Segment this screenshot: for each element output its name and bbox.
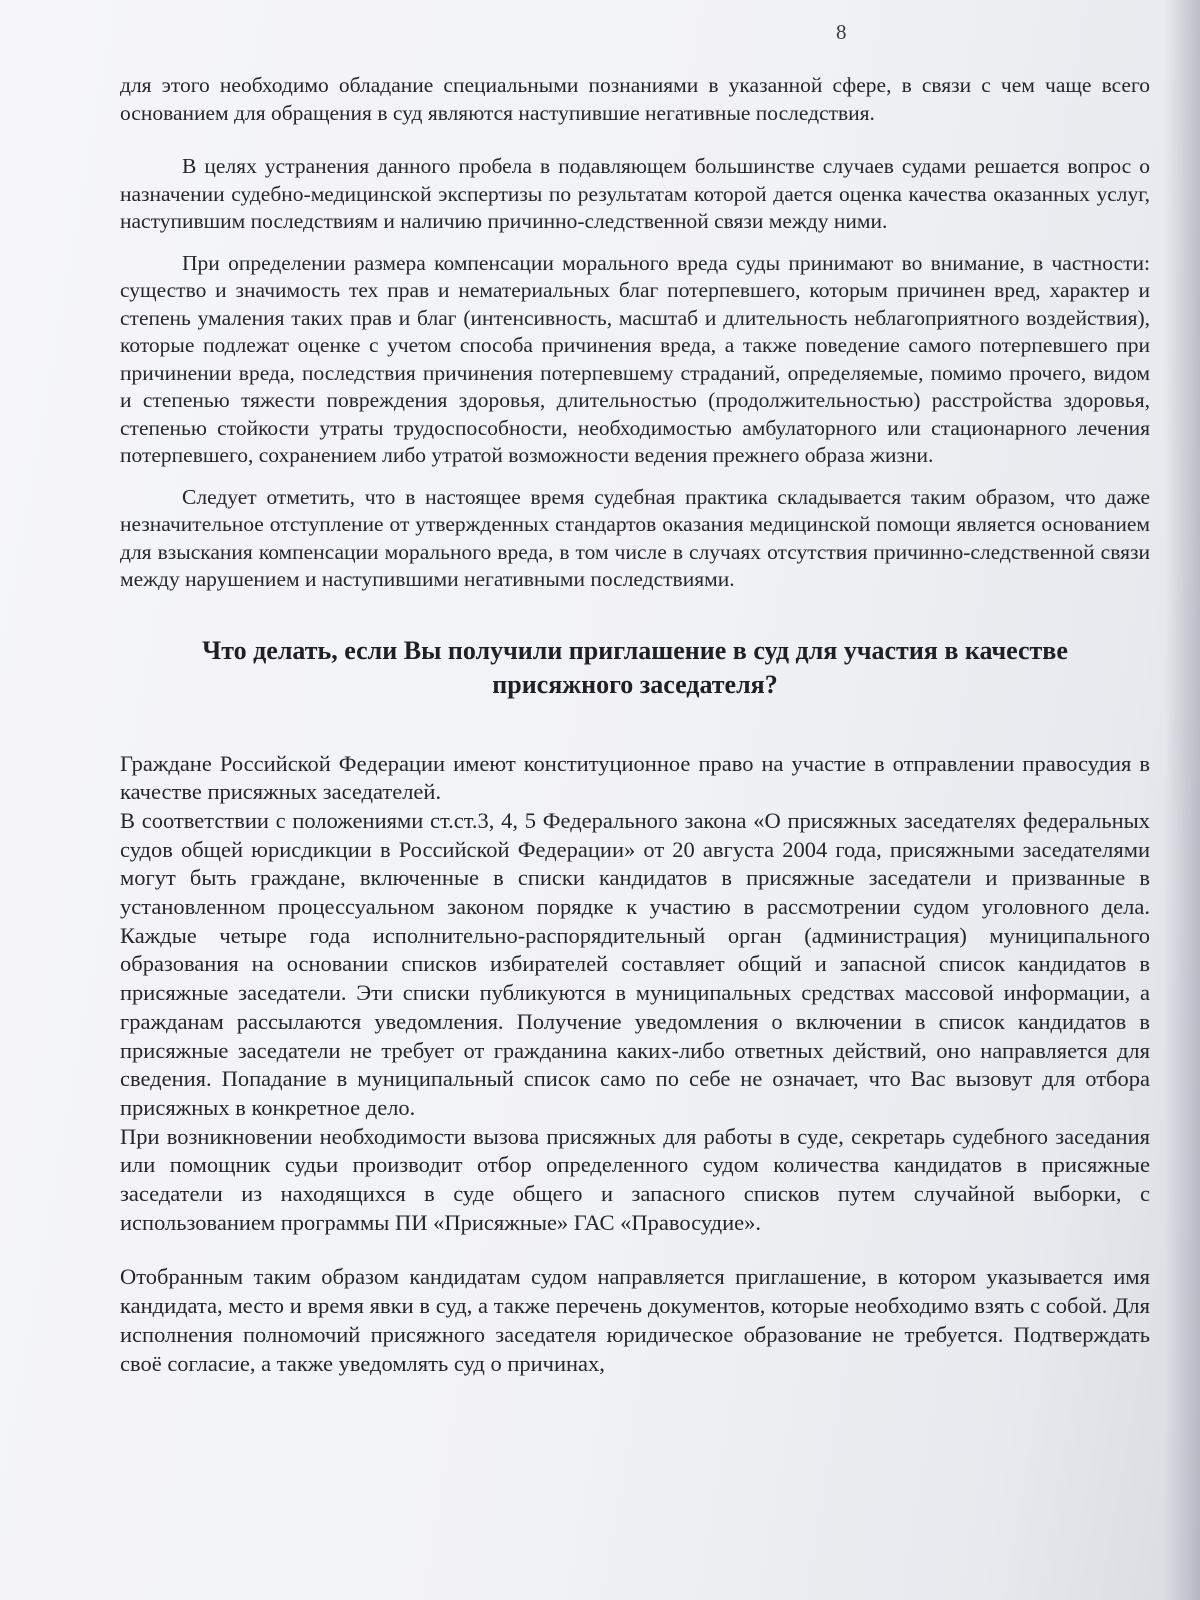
paragraph-court-practice: Следует отметить, что в настоящее время судебная практика складывается таким образом, что даже незначительное отступление от утвержденных стандартов оказания медицинской помощи является основанием для взыскания компенсации морального вреда, в том числе в случаях отсутствия причинно-следственной связи между нарушением и наступившими негативными последствиями. <box>120 484 1150 591</box>
page-number: 8 <box>836 20 847 44</box>
section-heading: Что делать, если Вы получили приглашение в суд для участия в качестве присяжного заседателя? <box>202 635 1068 699</box>
paragraph-federal-law: В соответствии с положениями ст.ст.3, 4, 5 Федерального закона «О присяжных заседателях федеральных судов общей юрисдикции в Российской Федерации» от 20 августа 2004 года, присяжными заседателями могут быть граждане, включенные в списки кандидатов в присяжные заседатели и призванные в установленном процессуальном законом порядке к участию в рассмотрении судом уголовного дела. Каждые четыре года исполнительно-распорядительный орган (администрация) муниципального образования на основании списков избирателей составляет общий и запасной список кандидатов в присяжные заседатели. Эти списки публикуются в муниципальных средствах массовой информации, а гражданам рассылаются уведомления. Получение уведомления о включении в список кандидатов в присяжные заседатели не требует от гражданина каких-либо ответных действий, оно направляется для сведения. Попадание в муниципальный список само по себе не означает, что Вас вызовут для отбора присяжных в конкретное дело. <box>120 807 1150 1120</box>
paragraph-expertise: В целях устранения данного пробела в подавляющем большинстве случаев судами решается вопрос о назначении судебно-медицинской экспертизы по результатам которой дается оценка качества оказанных услуг, наступившим последствиям и наличию причинно-следственной связи между ними. <box>120 154 1150 233</box>
page-content <box>120 72 1150 1378</box>
paragraph-constitutional-right: Граждане Российской Федерации имеют конституционное право на участие в отправлении правосудия в качестве присяжных заседателей. <box>120 750 1150 805</box>
page-edge-shadow <box>1164 0 1200 1600</box>
jury-section <box>120 750 1150 1379</box>
paragraph-invitation: Отобранным таким образом кандидатам судом направляется приглашение, в котором указывается имя кандидата, место и время явки в суд, а также перечень документов, которые необходимо взять с собой. Для исполнения полномочий присяжного заседателя юридическое образование не требуется. Подтверждать своё согласие, а также уведомлять суд о причинах, <box>120 1264 1150 1376</box>
paragraph-selection: При возникновении необходимости вызова присяжных для работы в суде, секретарь судебного заседания или помощник судьи производит отбор определенного судом количества кандидатов в присяжные заседатели из находящихся в суде общего и запасного списков путем случайной выборки, с использованием программы ПИ «Присяжные» ГАС «Правосудие». <box>120 1123 1150 1235</box>
paragraph-continuation: для этого необходимо обладание специальными познаниями в указанной сфере, в связи с чем чаще всего основанием для обращения в суд являются наступившие негативные последствия. <box>120 73 1150 125</box>
paragraph-compensation: При определении размера компенсации морального вреда суды принимают во внимание, в частности: существо и значимость тех прав и нематериальных благ потерпевшего, которым причинен вред, характер и степень умаления таких прав и благ (интенсивность, масштаб и длительность неблагоприятного воздействия), которые подлежат оценке с учетом способа причинения вреда, а также поведение самого потерпевшего при причинении вреда, последствия причинения потерпевшему страданий, определяемые, помимо прочего, видом и степенью тяжести повреждения здоровья, длительностью (продолжительностью) расстройства здоровья, степенью стойкости утраты трудоспособности, необходимостью амбулаторного или стационарного лечения потерпевшего, сохранением либо утратой возможности ведения прежнего образа жизни. <box>120 250 1150 467</box>
